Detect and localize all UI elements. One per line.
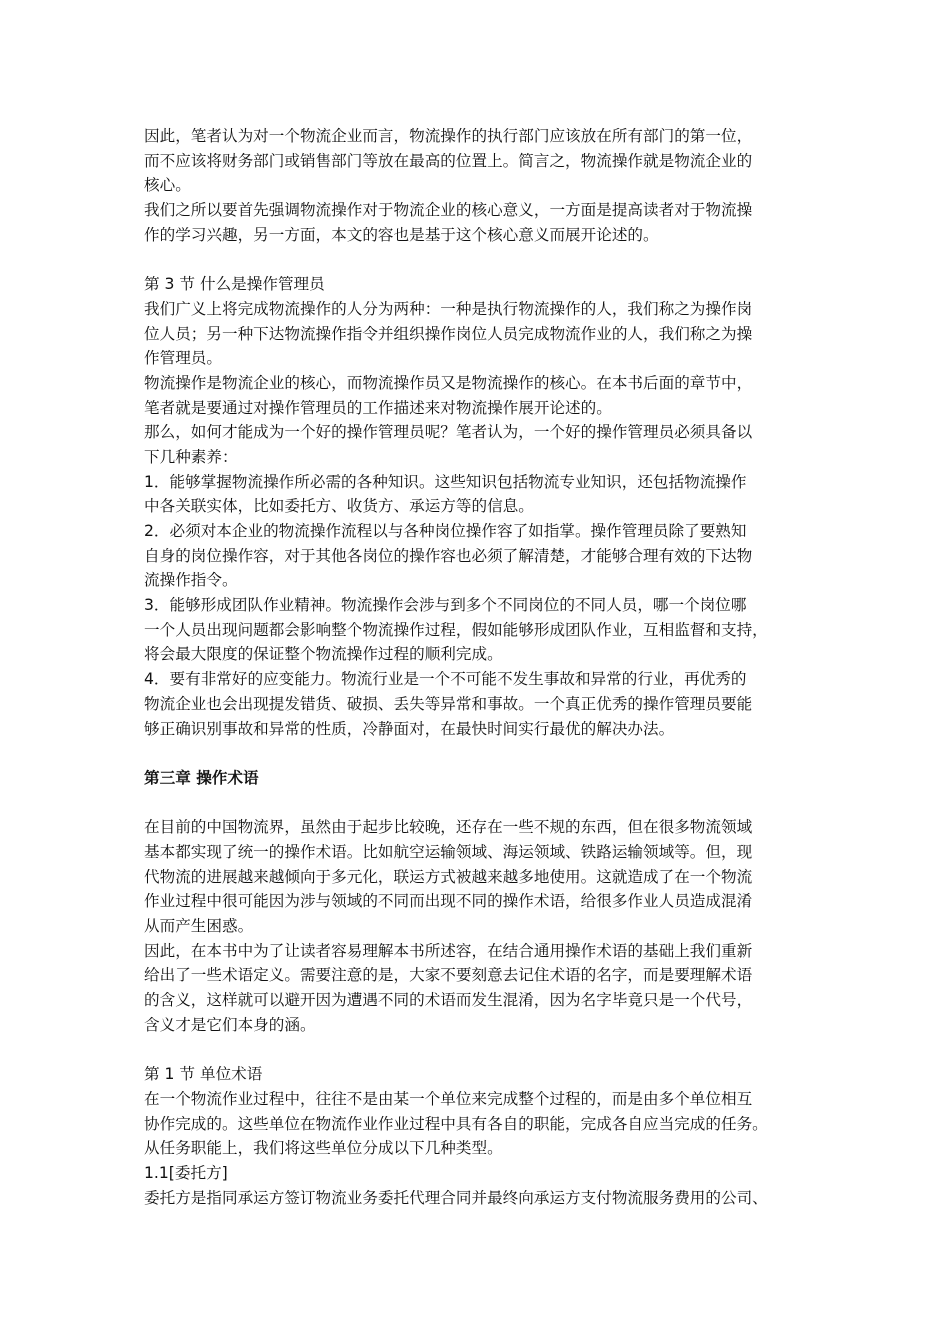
text-line: 委托方是指同承运方签订物流业务委托代理合同并最终向承运方支付物流服务费用的公司、 — [144, 1188, 768, 1207]
text-line: 中各关联实体，比如委托方、收货方、承运方等的信息。 — [144, 497, 534, 516]
text-line: 从任务职能上，我们将这些单位分成以下几种类型。 — [144, 1139, 503, 1158]
text-line: 在目前的中国物流界，虽然由于起步比较晚，还存在一些不规的东西，但在很多物流领域 — [144, 818, 753, 837]
blank-line — [144, 1037, 814, 1062]
text-line: 1.1[委托方] — [144, 1163, 228, 1182]
text-line: 第 1 节 单位术语 — [144, 1065, 263, 1084]
text-line: 1．能够掌握物流操作所必需的各种知识。这些知识包括物流专业知识，还包括物流操作 — [144, 472, 747, 491]
text-line: 作业过程中很可能因为涉与领域的不同而出现不同的操作术语，给很多作业人员造成混淆 — [144, 892, 753, 911]
text-line: 我们之所以要首先强调物流操作对于物流企业的核心意义，一方面是提高读者对于物流操 — [144, 201, 753, 220]
text-line: 第 3 节 什么是操作管理员 — [144, 275, 325, 294]
text-line: 自身的岗位操作容，对于其他各岗位的操作容也必须了解清楚，才能够合理有效的下达物 — [144, 546, 753, 565]
text-line: 2．必须对本企业的物流操作流程以与各种岗位操作容了如指掌。操作管理员除了要熟知 — [144, 522, 747, 540]
blank-line — [144, 741, 814, 766]
text-line: 物流操作是物流企业的核心，而物流操作员又是物流操作的核心。在本书后面的章节中， — [144, 373, 753, 392]
text-line: 代物流的进展越来越倾向于多元化，联运方式被越来越多地使用。这就造成了在一个物流 — [144, 867, 753, 886]
text-line: 作管理员。 — [144, 349, 222, 368]
text-line: 核心。 — [144, 176, 191, 195]
text-line: 4．要有非常好的应变能力。物流行业是一个不可能不发生事故和异常的行业，再优秀的 — [144, 670, 747, 689]
blank-line — [144, 791, 814, 816]
text-line: 因此，笔者认为对一个物流企业而言，物流操作的执行部门应该放在所有部门的第一位， — [144, 127, 753, 145]
text-line: 流操作指令。 — [144, 571, 238, 590]
text-line: 够正确识别事故和异常的性质，冷静面对，在最快时间实行最优的解决办法。 — [144, 719, 675, 738]
text-line: 基本都实现了统一的操作术语。比如航空运输领域、海运领域、铁路运输领域等。但，现 — [144, 842, 753, 861]
text-line: 含义才是它们本身的涵。 — [144, 1015, 316, 1034]
document-body — [144, 124, 814, 1210]
blank-line — [144, 247, 814, 272]
chapter-heading: 第三章 操作术语 — [144, 768, 259, 787]
text-line: 因此，在本书中为了让读者容易理解本书所述容，在结合通用操作术语的基础上我们重新 — [144, 941, 753, 960]
text-line: 笔者就是要通过对操作管理员的工作描述来对物流操作展开论述的。 — [144, 398, 612, 417]
text-line: 那么，如何才能成为一个好的操作管理员呢？笔者认为，一个好的操作管理员必须具备以 — [144, 423, 753, 442]
text-line: 从而产生困惑。 — [144, 917, 254, 935]
text-line: 将会最大限度的保证整个物流操作过程的顺利完成。 — [144, 645, 503, 664]
text-line: 而不应该将财务部门或销售部门等放在最高的位置上。简言之，物流操作就是物流企业的 — [144, 151, 753, 170]
text-line: 位人员；另一种下达物流操作指令并组织操作岗位人员完成物流作业的人，我们称之为操 — [144, 324, 753, 343]
text-line: 物流企业也会出现提发错货、破损、丢失等异常和事故。一个真正优秀的操作管理员要能 — [144, 694, 753, 713]
text-line: 在一个物流作业过程中，往往不是由某一个单位来完成整个过程的，而是由多个单位相互 — [144, 1089, 753, 1108]
text-line: 协作完成的。这些单位在物流作业作业过程中具有各自的职能，完成各自应当完成的任务。 — [144, 1114, 768, 1133]
text-line: 下几种素养： — [144, 447, 238, 466]
text-line: 3．能够形成团队作业精神。物流操作会涉与到多个不同岗位的不同人员，哪一个岗位哪 — [144, 596, 747, 615]
text-line: 一个人员出现问题都会影响整个物流操作过程，假如能够形成团队作业，互相监督和支持， — [144, 620, 768, 639]
text-line: 的含义，这样就可以避开因为遭遇不同的术语而发生混淆，因为名字毕竟只是一个代号， — [144, 991, 753, 1010]
text-line: 作的学习兴趣，另一方面，本文的容也是基于这个核心意义而展开论述的。 — [144, 225, 659, 244]
text-line: 给出了一些术语定义。需要注意的是，大家不要刻意去记住术语的名字，而是要理解术语 — [144, 966, 753, 985]
text-line: 我们广义上将完成物流操作的人分为两种：一种是执行物流操作的人，我们称之为操作岗 — [144, 299, 753, 318]
